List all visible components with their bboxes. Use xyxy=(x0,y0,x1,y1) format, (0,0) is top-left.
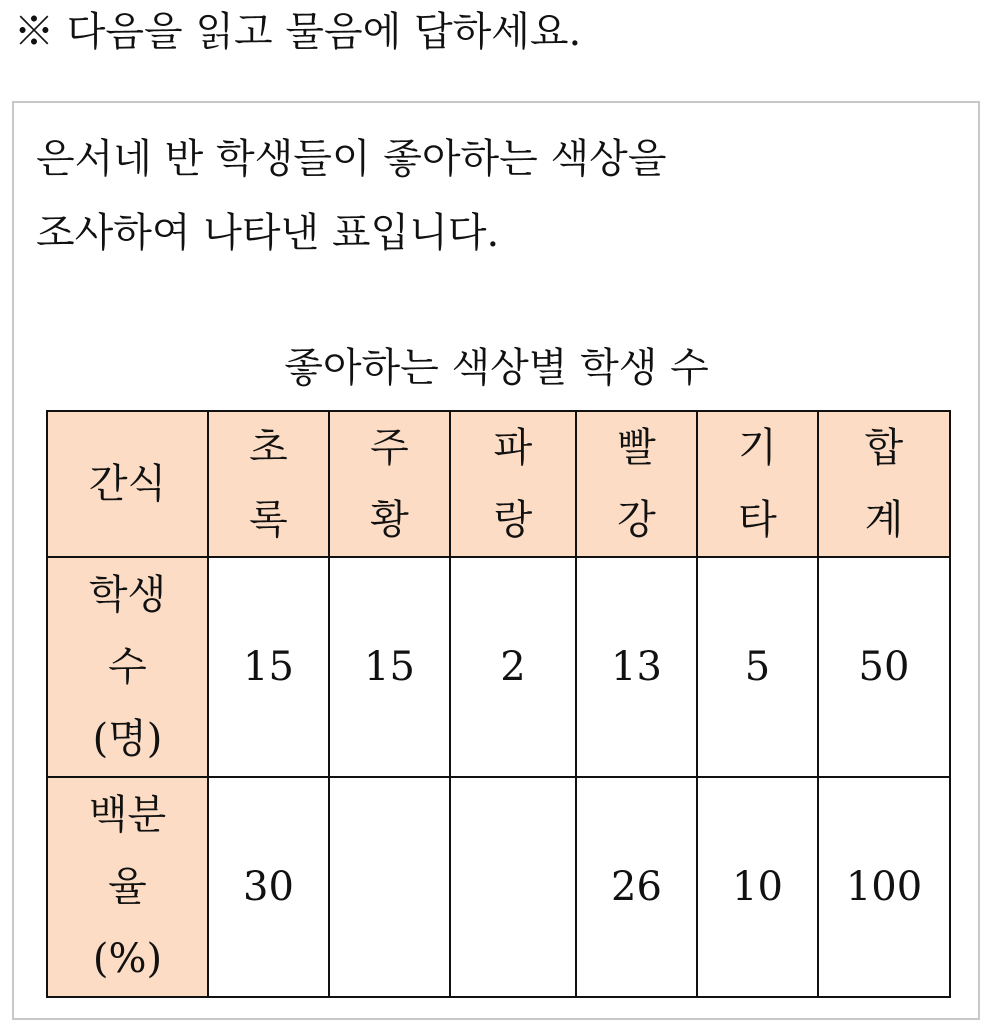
row-header-text: (%) xyxy=(92,936,163,982)
row-header-text: (명) xyxy=(92,716,163,762)
row-header-text: 율 xyxy=(108,864,147,910)
table-header-row xyxy=(47,411,950,557)
table-row-percentage xyxy=(47,777,950,997)
column-header-orange xyxy=(329,411,450,557)
column-header-text-top: 기 xyxy=(738,425,777,471)
table-cell: 50 xyxy=(818,557,950,777)
column-header-blue xyxy=(450,411,576,557)
column-header-text-top: 파 xyxy=(493,425,533,471)
table-cell: 2 xyxy=(450,557,576,777)
column-header-text-top: 주 xyxy=(370,425,409,471)
row-header-text: 학생 xyxy=(88,572,167,618)
column-header-total xyxy=(818,411,950,557)
table-cell: 30 xyxy=(208,777,329,997)
column-header-red xyxy=(576,411,697,557)
column-header-text-top: 초 xyxy=(249,425,288,471)
table-row-student-count xyxy=(47,557,950,777)
column-header-text-bottom: 록 xyxy=(249,497,288,543)
row-header-percentage xyxy=(47,777,208,997)
instruction-text: ※ 다음을 읽고 물음에 답하세요. xyxy=(14,9,582,55)
table-cell-blank xyxy=(450,777,576,997)
column-header-text-top: 합 xyxy=(864,425,904,471)
column-header-text-bottom: 계 xyxy=(864,497,904,543)
color-preference-table xyxy=(46,410,951,998)
column-header-text-bottom: 황 xyxy=(370,497,409,543)
table-cell: 15 xyxy=(208,557,329,777)
table-cell: 100 xyxy=(818,777,950,997)
table-cell: 5 xyxy=(697,557,818,777)
table-cell: 15 xyxy=(329,557,450,777)
column-header-text-bottom: 강 xyxy=(617,497,656,543)
table-title: 좋아하는 색상별 학생 수 xyxy=(284,345,709,391)
row-header-text: 백분 xyxy=(88,792,167,838)
column-header-other xyxy=(697,411,818,557)
table-cell: 10 xyxy=(697,777,818,997)
passage xyxy=(36,122,666,270)
table-cell: 26 xyxy=(576,777,697,997)
column-header-text-bottom: 랑 xyxy=(493,497,533,543)
row-header-text: 수 xyxy=(108,644,147,690)
passage-line-2: 조사하여 나타낸 표입니다. xyxy=(36,210,500,256)
column-header-green xyxy=(208,411,329,557)
corner-cell: 간식 xyxy=(47,411,208,557)
table-cell: 13 xyxy=(576,557,697,777)
passage-line-1: 은서네 반 학생들이 좋아하는 색상을 xyxy=(36,136,667,182)
column-header-text-bottom: 타 xyxy=(738,497,777,543)
column-header-text-top: 빨 xyxy=(617,425,656,471)
row-header-student-count xyxy=(47,557,208,777)
table-cell-blank xyxy=(329,777,450,997)
